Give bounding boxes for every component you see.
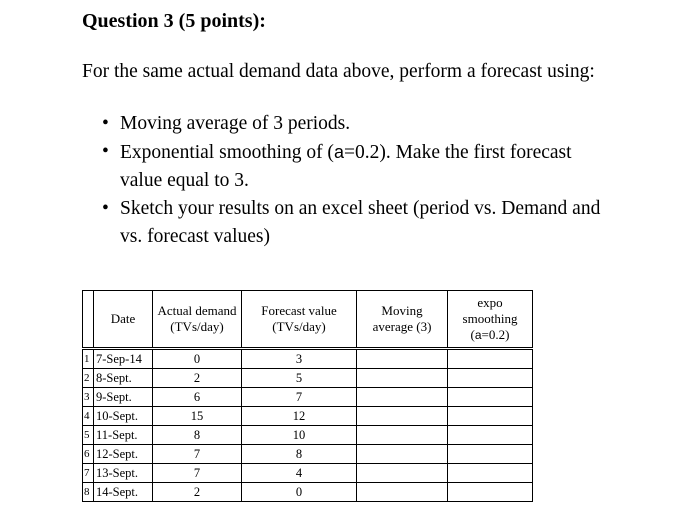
instruction-text-before: Exponential smoothing of ( xyxy=(120,142,334,163)
expo-smoothing-cell xyxy=(448,445,533,464)
date-cell: 7-Sep-14 xyxy=(94,349,153,369)
table-row xyxy=(83,483,533,502)
row-index: 4 xyxy=(83,407,94,426)
forecast-value-cell: 7 xyxy=(242,388,357,407)
moving-average-cell xyxy=(357,407,448,426)
index-header xyxy=(83,291,94,349)
moving-average-cell xyxy=(357,388,448,407)
moving-average-cell xyxy=(357,349,448,369)
instruction-text: Moving average of 3 periods. xyxy=(120,113,351,134)
date-cell: 13-Sept. xyxy=(94,464,153,483)
table-row xyxy=(83,369,533,388)
moving-average-cell xyxy=(357,464,448,483)
instruction-item-moving-average xyxy=(100,110,618,138)
alpha-symbol: a xyxy=(333,142,344,162)
row-index: 1 xyxy=(83,349,94,369)
expo-smoothing-cell xyxy=(448,483,533,502)
instruction-list xyxy=(100,110,618,251)
question-intro: For the same actual demand data above, perform a forecast using: xyxy=(82,61,595,82)
bullet-icon: • xyxy=(102,113,109,134)
instruction-item-exponential-smoothing xyxy=(100,138,618,195)
row-index: 8 xyxy=(83,483,94,502)
forecast-value-cell: 5 xyxy=(242,369,357,388)
table-row xyxy=(83,445,533,464)
moving-average-cell xyxy=(357,426,448,445)
date-cell: 9-Sept. xyxy=(94,388,153,407)
moving-average-header: Moving average (3) xyxy=(357,291,448,349)
date-cell: 12-Sept. xyxy=(94,445,153,464)
table-row xyxy=(83,388,533,407)
forecast-value-cell: 10 xyxy=(242,426,357,445)
bullet-icon: • xyxy=(102,141,109,162)
date-cell: 8-Sept. xyxy=(94,369,153,388)
moving-average-cell xyxy=(357,483,448,502)
actual-demand-cell: 6 xyxy=(153,388,242,407)
expo-smoothing-cell xyxy=(448,388,533,407)
row-index: 6 xyxy=(83,445,94,464)
actual-demand-cell: 2 xyxy=(153,369,242,388)
table-row xyxy=(83,407,533,426)
actual-demand-cell: 15 xyxy=(153,407,242,426)
row-index: 7 xyxy=(83,464,94,483)
forecast-value-header: Forecast value (TVs/day) xyxy=(242,291,357,349)
actual-demand-cell: 7 xyxy=(153,464,242,483)
table-row xyxy=(83,464,533,483)
forecast-value-cell: 3 xyxy=(242,349,357,369)
date-cell: 14-Sept. xyxy=(94,483,153,502)
row-index: 3 xyxy=(83,388,94,407)
date-cell: 11-Sept. xyxy=(94,426,153,445)
demand-table xyxy=(82,290,533,502)
actual-demand-cell: 0 xyxy=(153,349,242,369)
moving-average-cell xyxy=(357,369,448,388)
expo-smoothing-cell xyxy=(448,407,533,426)
bullet-icon: • xyxy=(102,198,109,219)
forecast-value-cell: 12 xyxy=(242,407,357,426)
forecast-value-cell: 8 xyxy=(242,445,357,464)
row-index: 5 xyxy=(83,426,94,445)
actual-demand-cell: 8 xyxy=(153,426,242,445)
table-header-row xyxy=(83,291,533,349)
actual-demand-cell: 2 xyxy=(153,483,242,502)
table-row xyxy=(83,349,533,369)
date-cell: 10-Sept. xyxy=(94,407,153,426)
moving-average-cell xyxy=(357,445,448,464)
instruction-text-after: =0.2). Make the first forecast value equal to 3. xyxy=(120,142,572,191)
instruction-text: Sketch your results on an excel sheet (period vs. Demand and vs. forecast values) xyxy=(120,198,601,247)
expo-smoothing-cell xyxy=(448,349,533,369)
table-row xyxy=(83,426,533,445)
actual-demand-cell: 7 xyxy=(153,445,242,464)
expo-smoothing-cell xyxy=(448,369,533,388)
expo-smoothing-cell xyxy=(448,426,533,445)
question-heading: Question 3 (5 points): xyxy=(82,10,266,32)
forecast-value-cell: 4 xyxy=(242,464,357,483)
instruction-item-sketch xyxy=(100,195,618,251)
date-header: Date xyxy=(94,291,153,349)
row-index: 2 xyxy=(83,369,94,388)
actual-demand-header: Actual demand (TVs/day) xyxy=(153,291,242,349)
expo-smoothing-header: expo smoothing (a=0.2) xyxy=(448,291,533,349)
expo-smoothing-cell xyxy=(448,464,533,483)
forecast-value-cell: 0 xyxy=(242,483,357,502)
